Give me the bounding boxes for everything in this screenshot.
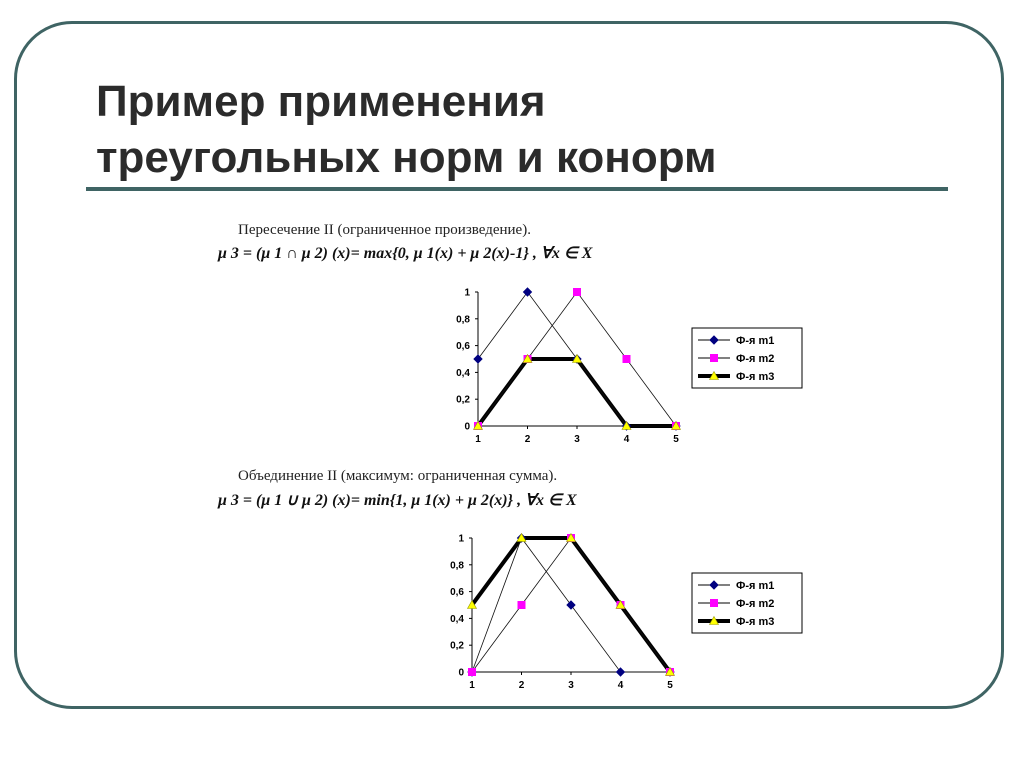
series-1-point [617, 668, 625, 676]
legend-label-2: Ф-я m2 [736, 598, 775, 610]
y-tick-label: 0,6 [456, 341, 470, 353]
series-1-point [524, 288, 532, 296]
slide-title-line-2: треугольных норм и конорм [96, 133, 717, 182]
series-line-3 [478, 359, 676, 426]
legend-marker-2 [711, 355, 718, 362]
x-tick-label: 5 [667, 680, 673, 691]
y-tick-label: 0,6 [450, 587, 464, 599]
series-2-point [518, 602, 525, 609]
y-tick-label: 1 [464, 287, 470, 299]
intersection-chart [430, 282, 810, 452]
series-1-point [474, 355, 482, 363]
legend-label-1: Ф-я m1 [736, 580, 775, 592]
x-tick-label: 2 [518, 680, 525, 691]
legend-label-3: Ф-я m3 [736, 616, 775, 628]
series-2-point [623, 356, 630, 363]
series-1-point [567, 601, 575, 609]
x-tick-label: 3 [574, 434, 580, 445]
union-chart [430, 528, 810, 698]
legend-marker-2 [711, 600, 718, 607]
chart-legend [692, 328, 802, 388]
union-formula: μ 3 = (μ 1 ∪ μ 2) (x)= min{1, μ 1(x) + μ 2(x)} , ∀x ∈ X [218, 492, 577, 509]
intersection-caption: Пересечение II (ограниченное произведение). [238, 222, 531, 238]
series-2-point [469, 669, 476, 676]
x-tick-label: 4 [623, 434, 630, 445]
union-caption: Объединение II (максимум: ограниченная сумма). [238, 468, 558, 484]
y-tick-label: 0 [458, 667, 464, 679]
y-tick-label: 0,8 [450, 560, 464, 572]
x-tick-label: 1 [475, 434, 481, 445]
legend-label-1: Ф-я m1 [736, 335, 775, 347]
y-tick-label: 1 [458, 533, 464, 545]
y-tick-label: 0,8 [456, 314, 470, 326]
x-tick-label: 2 [524, 434, 531, 445]
chart-legend [692, 573, 802, 633]
y-tick-label: 0,2 [450, 640, 464, 652]
x-tick-label: 4 [617, 680, 624, 691]
slide-title [96, 74, 717, 186]
y-tick-label: 0,2 [456, 394, 470, 406]
y-tick-label: 0,4 [456, 367, 470, 379]
legend-label-3: Ф-я m3 [736, 371, 775, 383]
x-tick-label: 1 [469, 680, 475, 691]
title-underline [86, 187, 948, 191]
y-tick-label: 0 [464, 421, 470, 433]
legend-label-2: Ф-я m2 [736, 353, 775, 365]
slide-title-line-1: Пример применения [96, 77, 546, 126]
x-tick-label: 5 [673, 434, 679, 445]
intersection-formula: μ 3 = (μ 1 ∩ μ 2) (x)= max{0, μ 1(x) + μ 2(x)-1} , ∀x ∈ X [218, 245, 593, 262]
y-tick-label: 0,4 [450, 613, 464, 625]
x-tick-label: 3 [568, 680, 574, 691]
series-2-point [574, 289, 581, 296]
